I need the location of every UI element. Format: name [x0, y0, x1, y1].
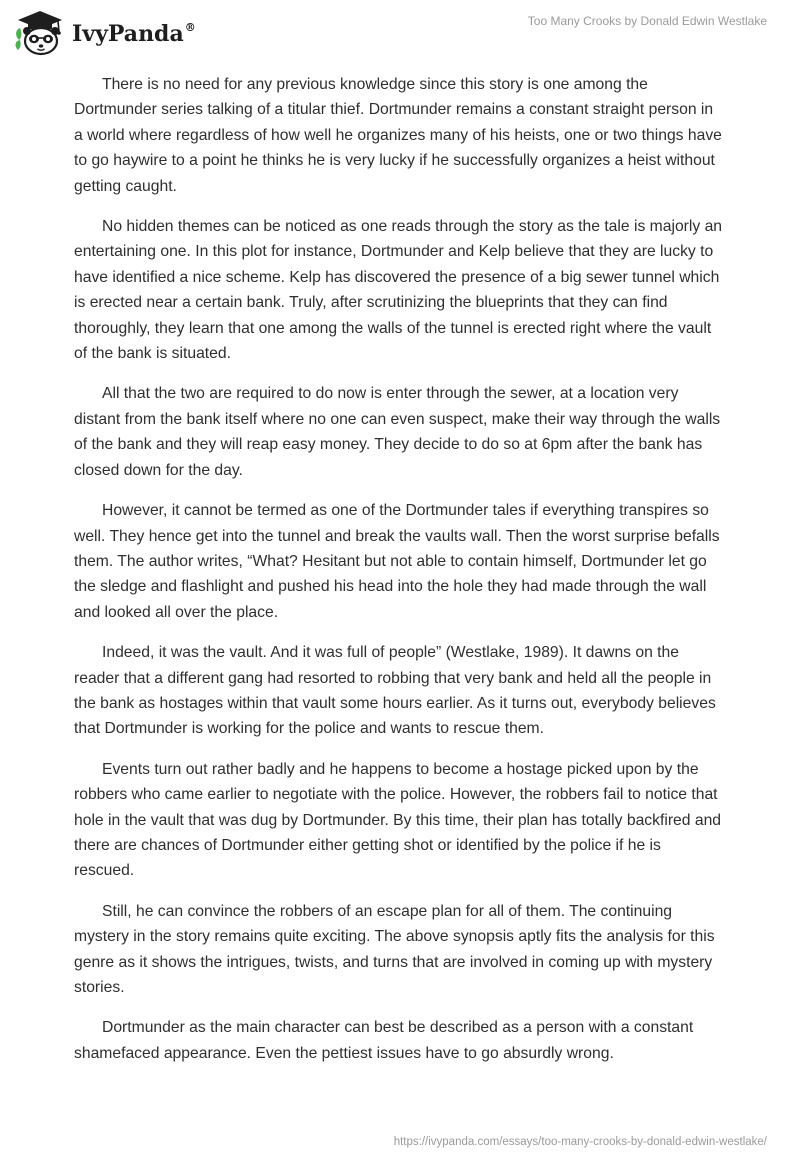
paragraph: There is no need for any previous knowledge since this story is one among the Dortmunder series talking of a titular thief. Dortmunder remains a constant straight person in a world where regardless of how well he organizes many of his heists, one or two things have to go haywire to a point he thinks he is very lucky if he successfully organizes a heist without getting caught.: [74, 76, 722, 195]
page-header: [0, 0, 800, 70]
brand-name: IvyPanda®: [72, 20, 196, 47]
paragraph: Indeed, it was the vault. And it was full of people” (Westlake, 1989). It dawns on the reader that a different gang had resorted to robbing that very bank and held all the people in the bank as hostages within that vault some hours earlier. As it turns out, everybody believes that Dortmunder is working for the police and wants to rescue them.: [74, 644, 716, 738]
essay-body: [74, 72, 724, 1081]
paragraph: Dortmunder as the main character can best be described as a person with a constant shamefaced appearance. Even the pettiest issues have to go absurdly wrong.: [74, 1019, 694, 1062]
paragraph: Events turn out rather badly and he happens to become a hostage picked upon by the robbers who came earlier to negotiate with the police. However, the robbers fail to notice that hole in the vault that was dug by Dortmunder. By this time, their plan has totally backfired and there are chances of Dortmunder either getting shot or identified by the police if he is rescued.: [74, 760, 722, 880]
panda-graduate-icon: [14, 10, 66, 56]
document-title: Too Many Crooks by Donald Edwin Westlake: [527, 14, 767, 28]
source-url-link[interactable]: https://ivypanda.com/essays/too-many-crooks-by-donald-edwin-westlake/: [393, 1136, 767, 1148]
paragraph: All that the two are required to do now is enter through the sewer, at a location very distant from the bank itself where no one can even suspect, make their way through the walls of the bank and they will reap easy money. They decide to do so at 6pm after the bank has closed down for the day.: [74, 385, 721, 479]
registered-mark: ®: [184, 20, 196, 34]
paragraph: However, it cannot be termed as one of the Dortmunder tales if everything transpires so well. They hence get into the tunnel and break the vaults wall. Then the worst surprise befalls them. The author writes, “What? Hesitant but not able to contain himself, Dortmunder let go the sledge and flashlight and pushed his head into the hole they had made through the wall and looked all over the place.: [74, 502, 720, 621]
paragraph: No hidden themes can be noticed as one reads through the story as the tale is majorly an entertaining one. In this plot for instance, Dortmunder and Kelp believe that they are lucky to have identified a nice scheme. Kelp has discovered the presence of a big sewer tunnel which is erected near a certain bank. Truly, after scrutinizing the blueprints that they can find thoroughly, they learn that one among the walls of the tunnel is erected right where the vault of the bank is situated.: [74, 218, 723, 363]
paragraph: Still, he can convince the robbers of an escape plan for all of them. The continuing mystery in the story remains quite exciting. The above synopsis aptly fits the analysis for this genre as it shows the intrigues, twists, and turns that are involved in coming up with mystery stories.: [74, 902, 715, 996]
ivypanda-logo[interactable]: [14, 10, 196, 56]
